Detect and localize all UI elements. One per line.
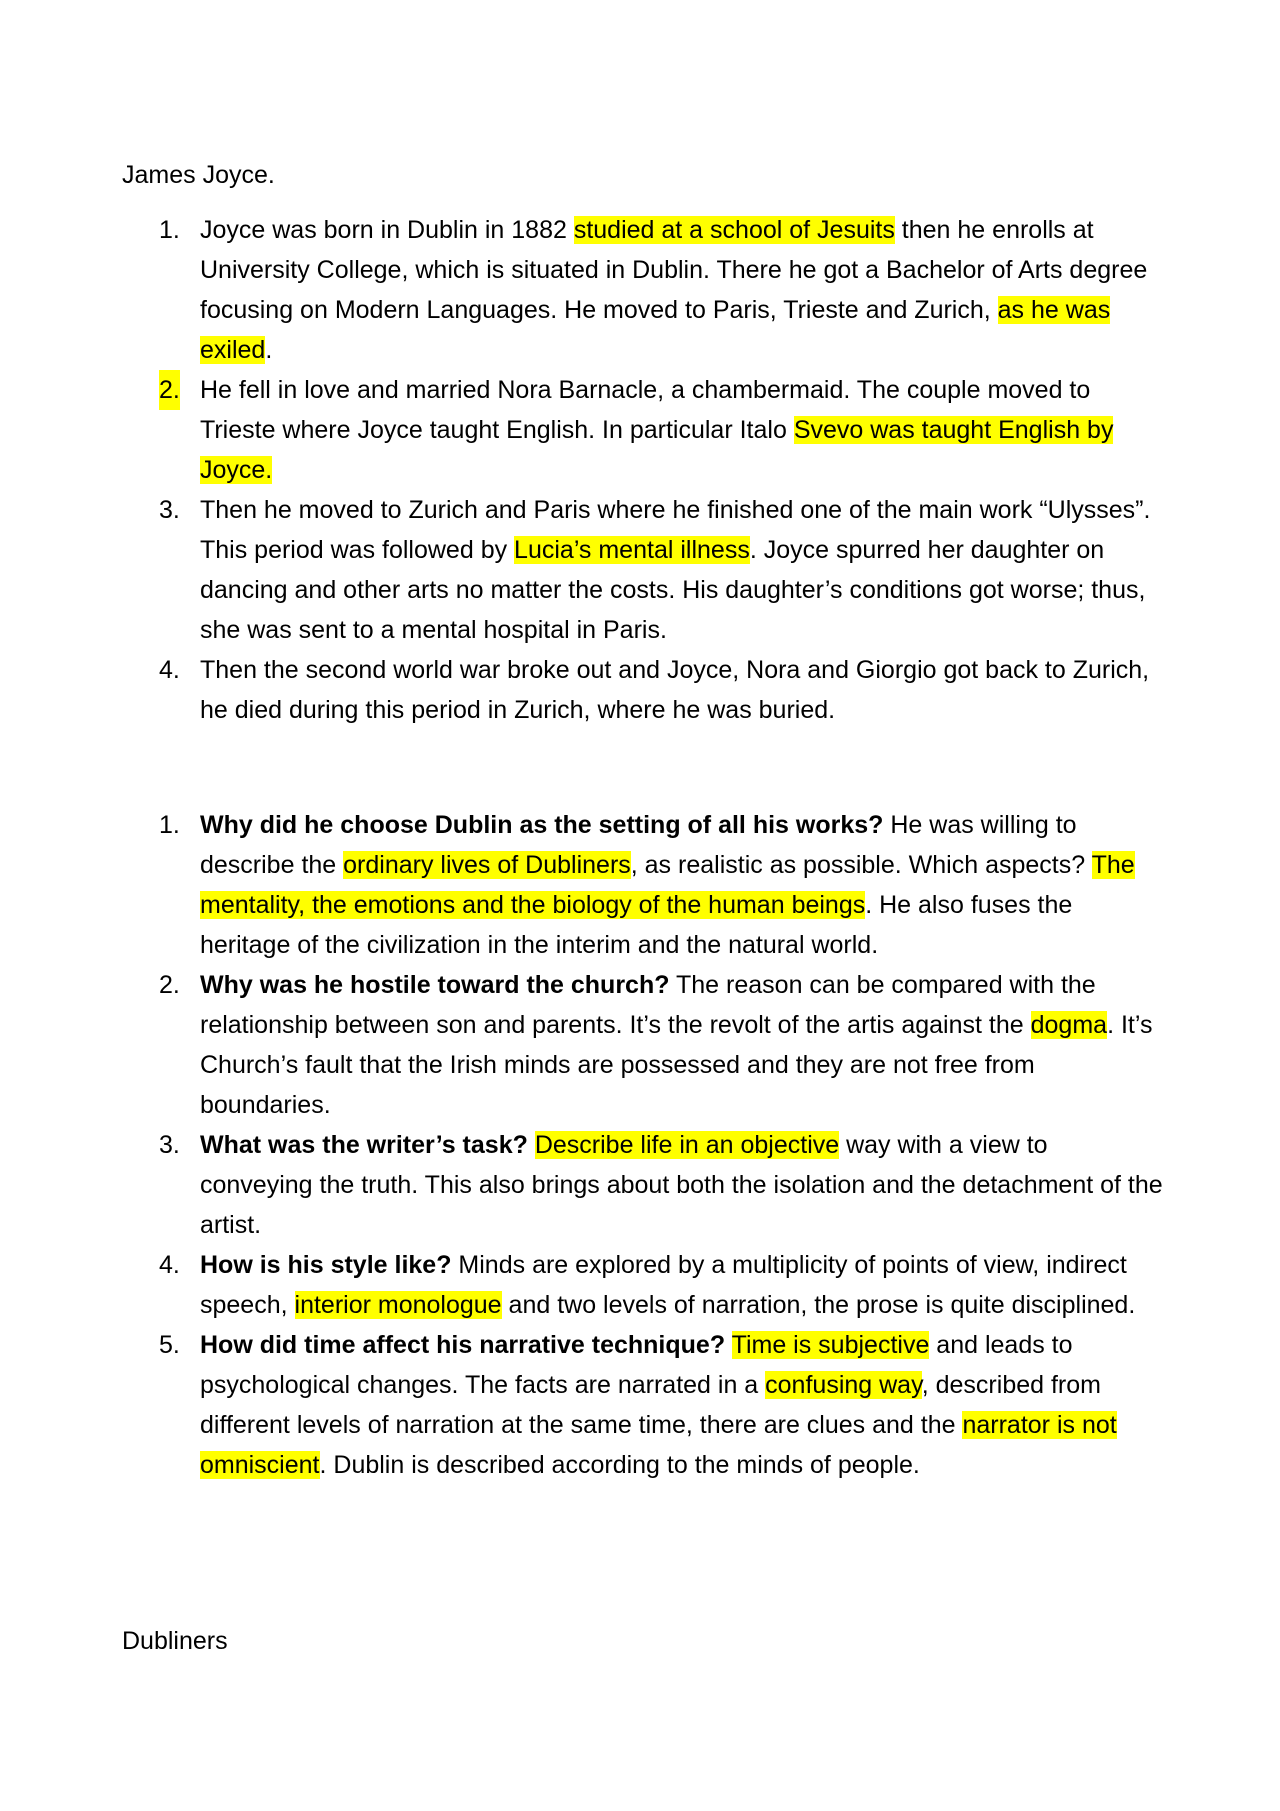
highlighted-text: The mentality, the emotions and the biology of the human beings (200, 851, 1135, 919)
question-text: Why was he hostile toward the church? (200, 971, 670, 999)
body-text: , as realistic as possible. Which aspects? (630, 851, 1092, 879)
body-text (528, 1131, 535, 1159)
body-text: . Joyce spurred her daughter on dancing and other arts no matter the costs. His daughter’s conditions got worse; thus, she was sent to a mental hospital in Paris. (200, 536, 1146, 644)
section-heading-dubliners: Dubliners (122, 1627, 228, 1655)
list-item (157, 650, 1167, 730)
body-text: Joyce was born in Dublin in 1882 (200, 216, 574, 244)
list-item (157, 1325, 1167, 1485)
body-text: . (265, 336, 273, 364)
list-item-number: 2. (159, 971, 180, 999)
list-item-number: 4. (159, 1251, 180, 1279)
body-text: and two levels of narration, the prose is quite disciplined. (501, 1291, 1136, 1319)
body-text: . It’s Church’s fault that the Irish minds are possessed and they are not free from boundaries. (200, 1011, 1153, 1119)
highlighted-text: Describe life in an objective (534, 1131, 840, 1159)
list-item-number: 2. (159, 370, 180, 410)
list-item (157, 370, 1167, 490)
body-text: Then the second world war broke out and Joyce, Nora and Giorgio got back to Zurich, he died during this period in Zurich, where he was buried. (200, 656, 1150, 724)
highlighted-text: interior monologue (294, 1291, 502, 1319)
questions-list (157, 805, 1167, 1485)
body-text (725, 1331, 732, 1359)
question-text: Why did he choose Dublin as the setting of all his works? (200, 811, 884, 839)
list-item-number: 4. (159, 656, 180, 684)
highlighted-text: dogma (1030, 1011, 1108, 1039)
list-item (157, 490, 1167, 650)
highlighted-text: Lucia’s mental illness (514, 536, 750, 564)
body-text: He fell in love and married Nora Barnacle, a chambermaid. The couple moved to Trieste where Joyce taught English. In particular Italo (200, 376, 1091, 444)
question-text: How is his style like? (200, 1251, 452, 1279)
highlighted-text: studied at a school of Jesuits (573, 216, 895, 244)
highlighted-text: as he was exiled (200, 296, 1111, 364)
list-item (157, 1125, 1167, 1245)
highlighted-text: narrator is not omniscient (200, 1411, 1117, 1479)
body-text: The reason can be compared with the relationship between son and parents. It’s the revolt of the artis against the (200, 971, 1096, 1039)
body-text: and leads to psychological changes. The facts are narrated in a (200, 1331, 1073, 1399)
body-text: way with a view to conveying the truth. This also brings about both the isolation and the detachment of the artist. (200, 1131, 1163, 1239)
list-item-number: 3. (159, 1131, 180, 1159)
body-text: . He also fuses the heritage of the civilization in the interim and the natural world. (200, 891, 1073, 959)
body-text: . Dublin is described according to the minds of people. (319, 1451, 920, 1479)
highlighted-text: confusing way (765, 1371, 922, 1399)
body-text: Then he moved to Zurich and Paris where he finished one of the main work “Ulysses”. This period was followed by (200, 496, 1151, 564)
highlighted-text: ordinary lives of Dubliners (343, 851, 631, 879)
list-item-number: 1. (159, 811, 180, 839)
body-text: then he enrolls at University College, which is situated in Dublin. There he got a Bachelor of Arts degree focusing on Modern Languages. He moved to Paris, Trieste and Zurich, (200, 216, 1148, 324)
list-item (157, 1245, 1167, 1325)
highlighted-text: Svevo was taught English by Joyce. (200, 416, 1114, 484)
body-text: He was willing to describe the (200, 811, 1077, 879)
list-item (157, 210, 1167, 370)
highlighted-text: Time is subjective (731, 1331, 930, 1359)
question-text: How did time affect his narrative technique? (200, 1331, 726, 1359)
body-text: Minds are explored by a multiplicity of points of view, indirect speech, (200, 1251, 1127, 1319)
list-item (157, 805, 1167, 965)
list-item-number: 1. (159, 216, 180, 244)
list-item (157, 965, 1167, 1125)
list-item-number: 5. (159, 1331, 180, 1359)
question-text: What was the writer’s task? (200, 1131, 528, 1159)
list-item-number: 3. (159, 496, 180, 524)
body-text: , described from different levels of narration at the same time, there are clues and the (200, 1371, 1101, 1439)
document-title: James Joyce. (122, 161, 275, 189)
biography-list (157, 210, 1167, 730)
